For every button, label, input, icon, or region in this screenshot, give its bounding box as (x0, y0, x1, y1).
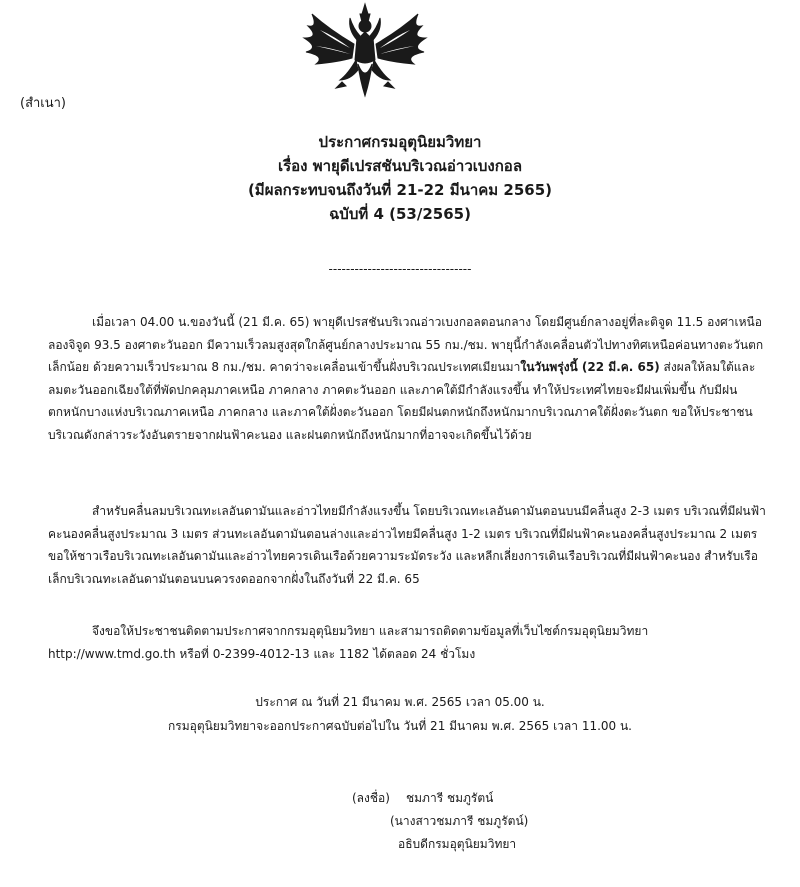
divider: --------------------------------- (328, 262, 472, 276)
announcement-title (0, 130, 800, 226)
signature-position: อธิบดีกรมอุตุนิยมวิทยา (398, 837, 517, 851)
paragraph1-bold: ในวันพรุ่งนี้ (22 มี.ค. 65) (520, 360, 660, 374)
paragraph-waves (48, 500, 766, 590)
garuda-emblem-icon (290, 0, 440, 108)
title-line-subject: เรื่อง พายุดีเปรสชันบริเวณอ่าวเบงกอล (277, 157, 523, 175)
announce-date-line: ประกาศ ณ วันที่ 21 มีนาคม พ.ศ. 2565 เวลา 05.00 น. (255, 695, 545, 709)
next-announce-line: กรมอุตุนิยมวิทยาจะออกประกาศฉบับต่อไปใน วันที่ 21 มีนาคม พ.ศ. 2565 เวลา 11.00 น. (167, 719, 632, 733)
copy-label: (สำเนา) (20, 96, 67, 111)
paragraph-storm-position (48, 311, 766, 446)
paragraph2-text: สำหรับคลื่นลมบริเวณทะเลอันดามันและอ่าวไทยมีกำลังแรงขึ้น โดยบริเวณทะเลอันดามันตอนบนมีคลื่นสูง 2-3 เมตร บริเวณที่มีฝนฟ้าคะนองคลื่นสูงประมาณ 3 เมตร ส่วนทะเลอันดามันตอนล่างและอ่าวไทยมีคลื่นสูง 1-2 เมตร บริเวณที่มีฝนฟ้าคะนองคลื่นสูงประมาณ 2 เมตร ขอให้ชาวเรือบริเวณทะเลอันดามันและอ่าวไทยควรเดินเรือด้วยความระมัดระวัง และหลีกเลี่ยงการเดินเรือบริเวณที่มีฝนฟ้าคะนอง สำหรับเรือเล็กบริเวณทะเลอันดามันตอนบนควรงดออกจากฝั่งในถึงวันที่ 22 มี.ค. 65 (48, 504, 766, 586)
title-line-issue: ฉบับที่ 4 (53/2565) (329, 205, 471, 223)
title-line-effect: (มีผลกระทบจนถึงวันที่ 21-22 มีนาคม 2565) (247, 181, 553, 199)
announcement-dates (0, 690, 800, 738)
signature-fullname: (นางสาวชมภารี ชมภูรัตน์) (390, 814, 529, 828)
paragraph-contact (48, 620, 766, 665)
paragraph1-part1: เมื่อเวลา 04.00 น.ของวันนี้ (21 มี.ค. 65) พายุดีเปรสชันบริเวณอ่าวเบงกอลตอนกลาง โดยมีศูนย์กลางอยู่ที่ละติจูด 11.5 องศาเหนือ ลองจิจูด 93.5 องศาตะวันออก มีความเร็วลมสูงสุดใกล้ศูนย์กลางประมาณ 55 กม./ชม. พายุนี้กำลังเคลื่อนตัวไปทางทิศเหนือค่อนทางตะวันตกเล็กน้อย ด้วยความเร็วประมาณ 8 กม./ชม. คาดว่าจะเคลื่อนเข้าขึ้นฝั่งบริเวณประเทศเมียนมา (48, 315, 764, 374)
title-line-agency: ประกาศกรมอุตุนิยมวิทยา (318, 133, 482, 151)
signature-block (352, 787, 528, 856)
paragraph3-text: จึงขอให้ประชาชนติดตามประกาศจากกรมอุตุนิยมวิทยา และสามารถติดตามข้อมูลที่เว็บไซต์กรมอุตุนิยมวิทยา http://www.tmd.go.th หรือที่ 0-2399-4012-13 และ 1182 ได้ตลอด 24 ชั่วโมง (48, 624, 649, 661)
paragraph1-part2: ส่งผลให้ลมใต้และลมตะวันออกเฉียงใต้ที่พัดปกคลุมภาคเหนือ ภาคกลาง ภาคตะวันออก และภาคใต้มีกำลังแรงขึ้น ทำให้ประเทศไทยจะมีฝนเพิ่มขึ้น กับมีฝนตกหนักบางแห่งบริเวณภาคเหนือ ภาคกลาง และภาคใต้ฝั่งตะวันออก โดยมีฝนตกหนักถึงหนักมากบริเวณภาคใต้ฝั่งตะวันตก ขอให้ประชาชนบริเวณดังกล่าวระวังอันตรายจากฝนฟ้าคะนอง และฝนตกหนักถึงหนักมากที่อาจจะเกิดขึ้นไว้ด้วย (48, 360, 756, 442)
signature-label: (ลงชื่อ) (352, 791, 390, 805)
signature-name: ชมภารี ชมภูรัตน์ (406, 791, 494, 805)
